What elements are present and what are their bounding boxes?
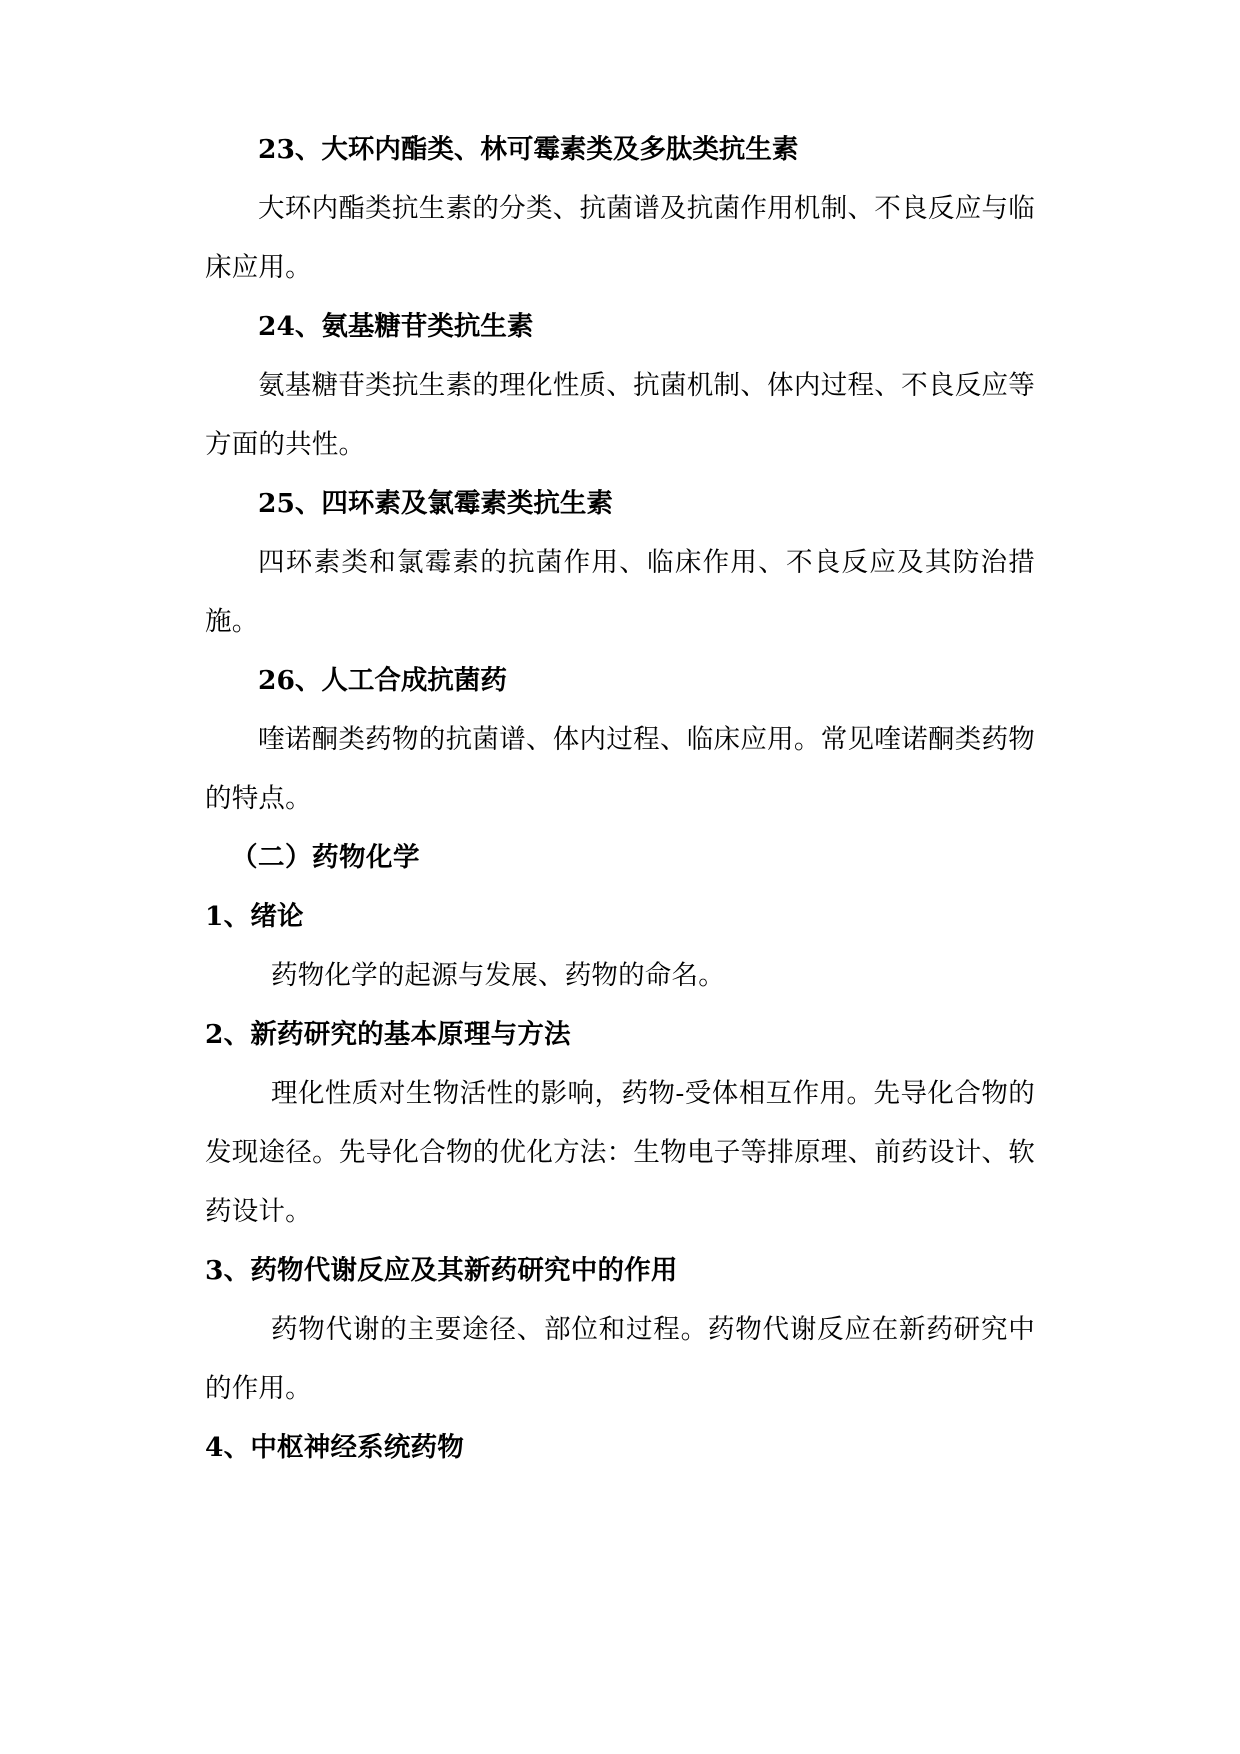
section-heading-pharmaceutical-chemistry: （二）药物化学 (231, 842, 420, 873)
item-body-23: 大环内酯类抗生素的分类、抗菌谱及抗菌作用机制、不良反应与临床应用。 (205, 193, 1035, 283)
chapter-body-2: 理化性质对生物活性的影响，药物-受体相互作用。先导化合物的发现途径。先导化合物的优化方法：生物电子等排原理、前药设计、软药设计。 (205, 1078, 1035, 1227)
item-body-24: 氨基糖苷类抗生素的理化性质、抗菌机制、体内过程、不良反应等方面的共性。 (205, 370, 1035, 460)
item-body-25: 四环素类和氯霉素的抗菌作用、临床作用、不良反应及其防治措施。 (205, 547, 1035, 637)
chapter-body-1: 药物化学的起源与发展、药物的命名。 (271, 960, 725, 991)
chapter-body-3: 药物代谢的主要途径、部位和过程。药物代谢反应在新药研究中的作用。 (205, 1314, 1035, 1404)
item-heading-25: 25、四环素及氯霉素类抗生素 (258, 488, 613, 519)
document-body (205, 120, 1035, 1477)
chapter-heading-3: 3、药物代谢反应及其新药研究中的作用 (205, 1255, 678, 1286)
chapter-heading-2: 2、新药研究的基本原理与方法 (205, 1019, 571, 1050)
chapter-heading-4: 4、中枢神经系统药物 (205, 1432, 464, 1463)
item-body-26: 喹诺酮类药物的抗菌谱、体内过程、临床应用。常见喹诺酮类药物的特点。 (205, 724, 1035, 814)
item-heading-26: 26、人工合成抗菌药 (258, 665, 507, 696)
chapter-heading-1: 1、绪论 (205, 901, 304, 932)
item-heading-23: 23、大环内酯类、林可霉素类及多肽类抗生素 (258, 134, 799, 165)
item-heading-24: 24、氨基糖苷类抗生素 (258, 311, 534, 342)
